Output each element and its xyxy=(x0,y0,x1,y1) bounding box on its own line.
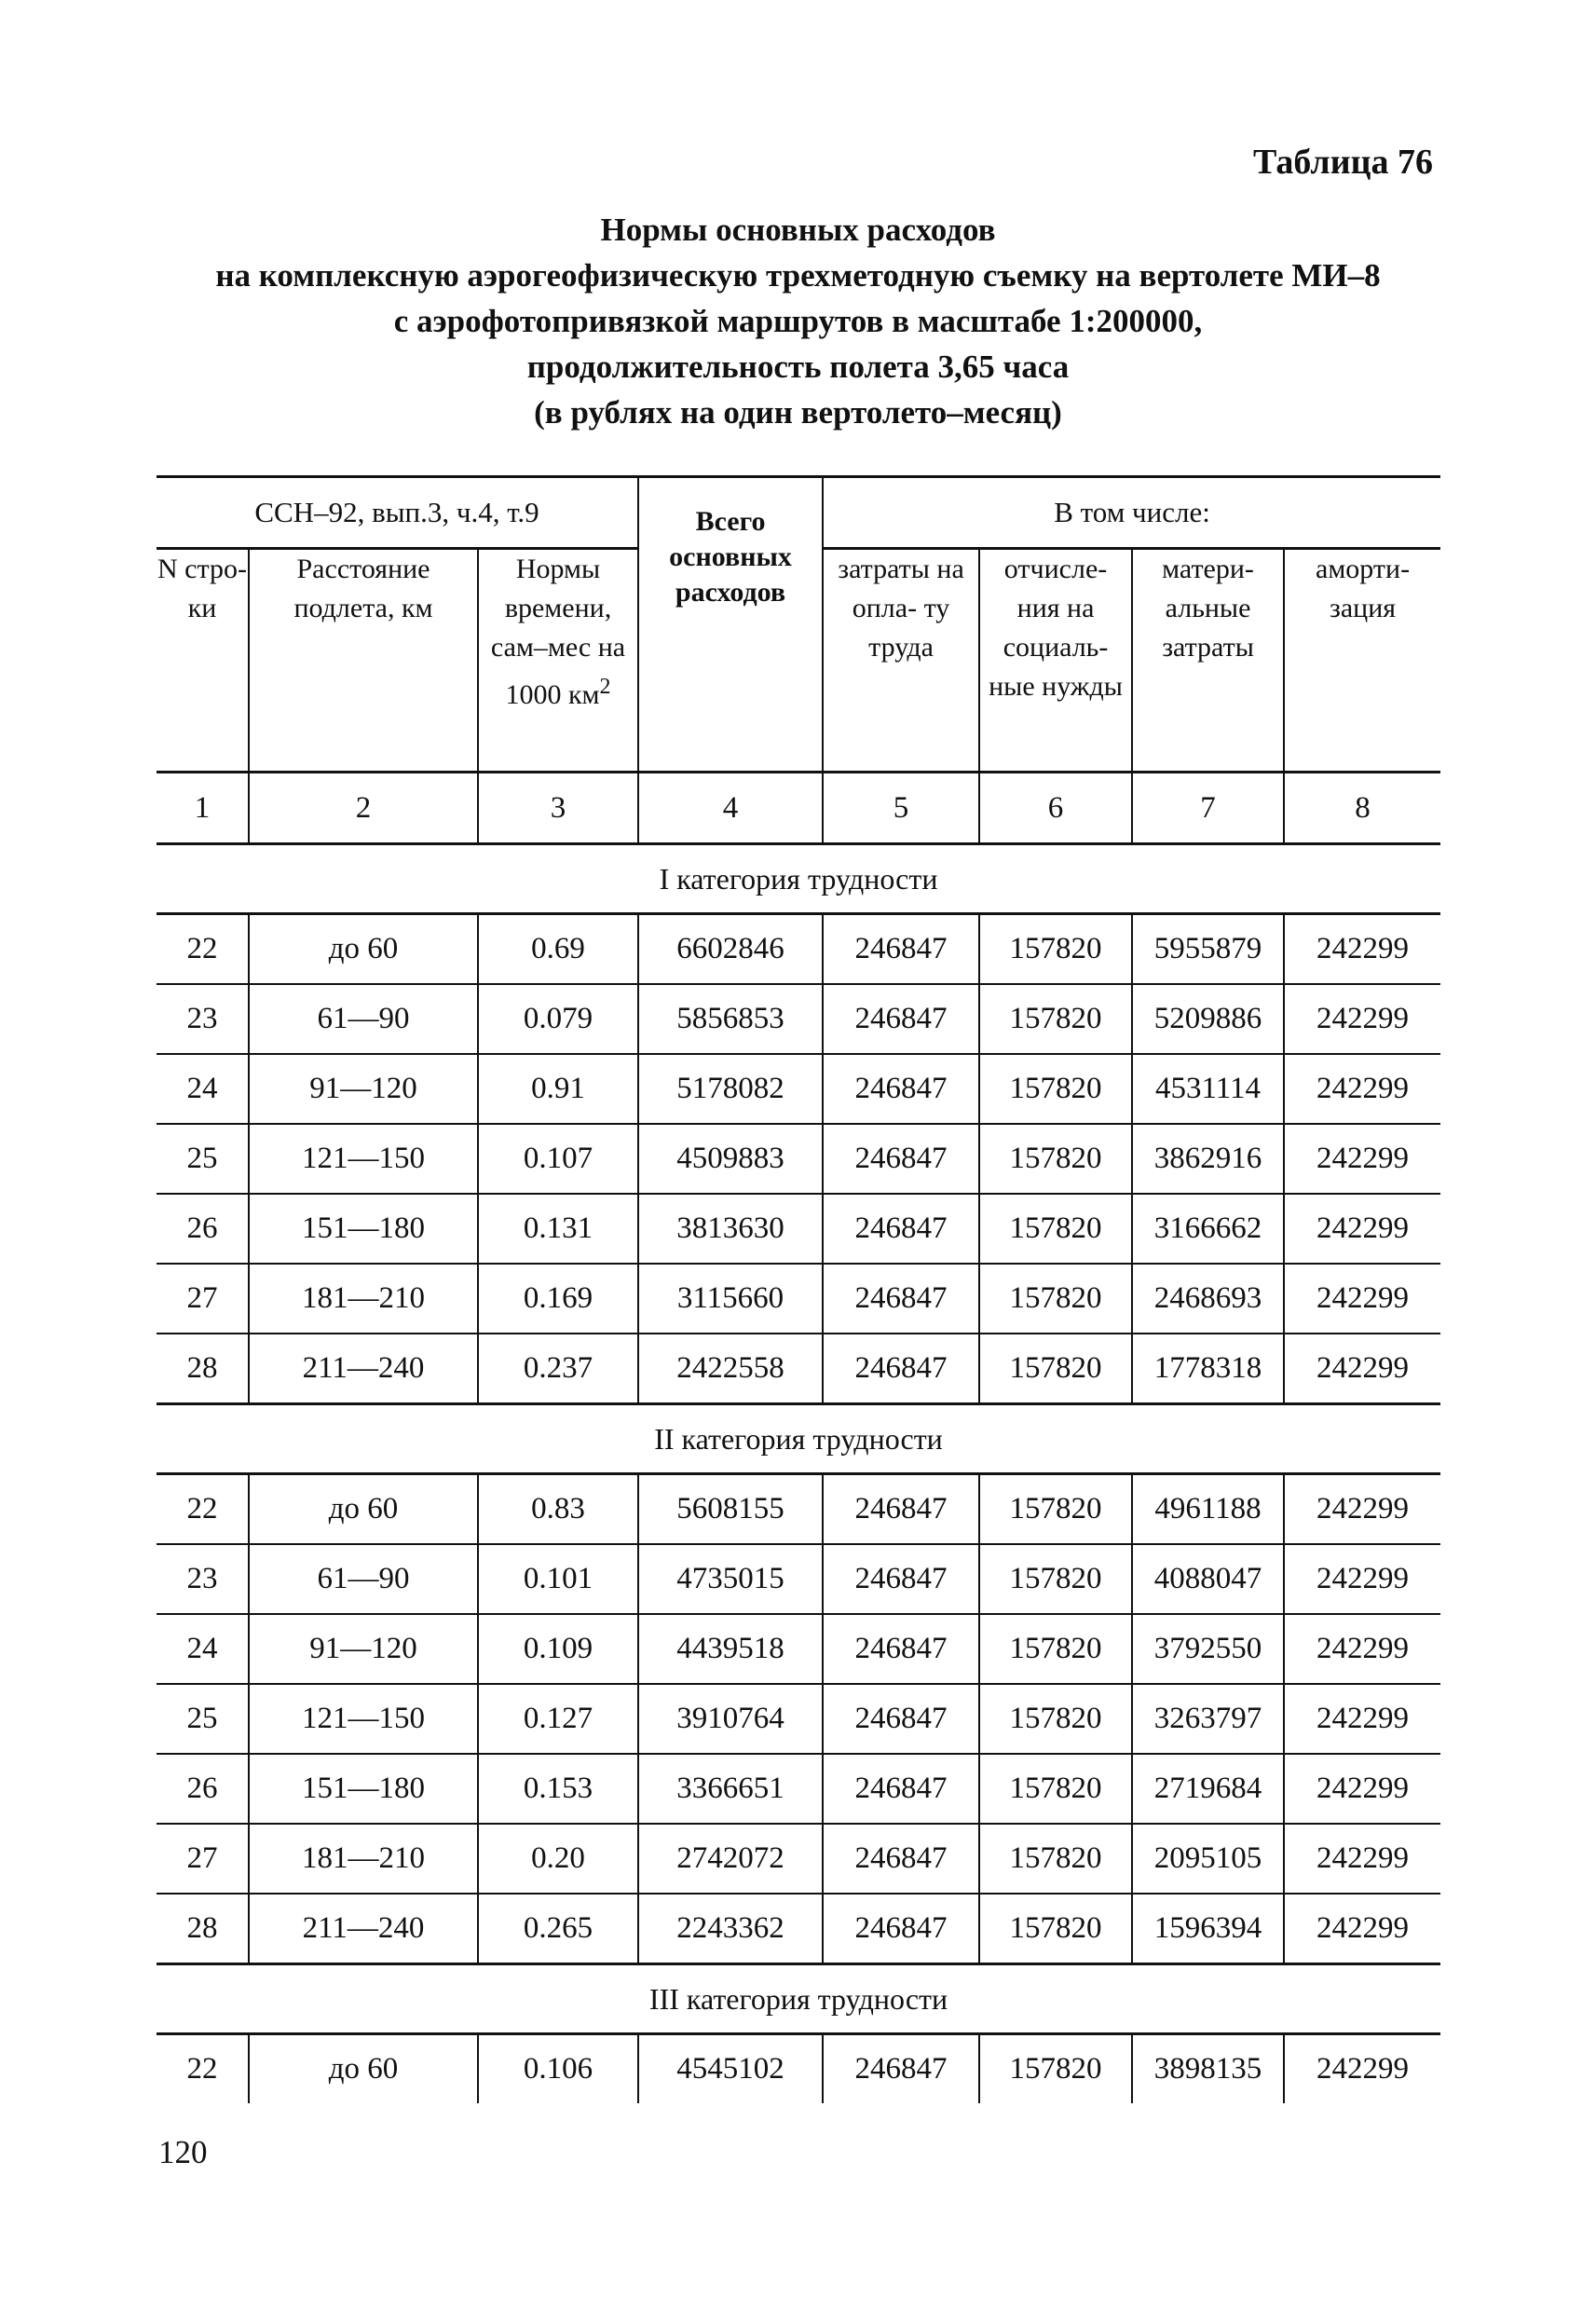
cell-distance: 61—90 xyxy=(249,984,478,1054)
cell-amortization: 242299 xyxy=(1284,1054,1440,1124)
cell-labor: 246847 xyxy=(823,1824,979,1894)
cell-distance: 151—180 xyxy=(249,1754,478,1824)
table-row xyxy=(157,914,1440,985)
cell-total: 3910764 xyxy=(638,1684,823,1754)
cell-total: 2243362 xyxy=(638,1894,823,1964)
cell-distance: 91—120 xyxy=(249,1054,478,1124)
cell-material: 5209886 xyxy=(1132,984,1284,1054)
cell-amortization: 242299 xyxy=(1284,1474,1440,1545)
cell-social: 157820 xyxy=(979,1894,1132,1964)
cell-labor: 246847 xyxy=(823,914,979,985)
cell-total: 2742072 xyxy=(638,1824,823,1894)
cell-labor: 246847 xyxy=(823,1684,979,1754)
cell-row-number: 22 xyxy=(157,914,249,985)
table-row xyxy=(157,1544,1440,1614)
table-body xyxy=(157,844,1440,2104)
cell-row-number: 22 xyxy=(157,1474,249,1545)
cell-material: 5955879 xyxy=(1132,914,1284,985)
column-number: 1 xyxy=(157,773,249,844)
cell-distance: 121—150 xyxy=(249,1684,478,1754)
cell-row-number: 26 xyxy=(157,1194,249,1264)
cell-row-number: 27 xyxy=(157,1264,249,1334)
cell-total: 3813630 xyxy=(638,1194,823,1264)
cell-total: 5608155 xyxy=(638,1474,823,1545)
cell-amortization: 242299 xyxy=(1284,1684,1440,1754)
cell-distance: 211—240 xyxy=(249,1894,478,1964)
cell-labor: 246847 xyxy=(823,1264,979,1334)
cell-norm: 0.109 xyxy=(478,1614,638,1684)
cell-total: 5178082 xyxy=(638,1054,823,1124)
header-total: Всего основных расходов xyxy=(638,477,823,773)
table-row xyxy=(157,1124,1440,1194)
cell-labor: 246847 xyxy=(823,1754,979,1824)
cell-amortization: 242299 xyxy=(1284,1824,1440,1894)
section-row xyxy=(157,844,1440,914)
cell-norm: 0.127 xyxy=(478,1684,638,1754)
cell-total: 3366651 xyxy=(638,1754,823,1824)
cell-material: 3166662 xyxy=(1132,1194,1284,1264)
heading-line: Нормы основных расходов xyxy=(600,212,996,248)
cell-social: 157820 xyxy=(979,1614,1132,1684)
cell-total: 2422558 xyxy=(638,1334,823,1404)
cell-amortization: 242299 xyxy=(1284,1894,1440,1964)
table-row xyxy=(157,1264,1440,1334)
column-number: 2 xyxy=(249,773,478,844)
header-group-left: ССН–92, вып.3, ч.4, т.9 xyxy=(157,477,638,549)
cell-labor: 246847 xyxy=(823,1614,979,1684)
table-row xyxy=(157,984,1440,1054)
cell-row-number: 22 xyxy=(157,2034,249,2104)
section-title: I категория трудности xyxy=(157,844,1440,914)
norms-table xyxy=(157,475,1440,2103)
cell-amortization: 242299 xyxy=(1284,1194,1440,1264)
cell-material: 3898135 xyxy=(1132,2034,1284,2104)
cell-labor: 246847 xyxy=(823,1054,979,1124)
cell-labor: 246847 xyxy=(823,1544,979,1614)
table-row xyxy=(157,1614,1440,1684)
cell-distance: до 60 xyxy=(249,914,478,985)
header-col-norms xyxy=(478,549,638,773)
column-number: 4 xyxy=(638,773,823,844)
header-col-material: матери- альные затраты xyxy=(1132,549,1284,773)
cell-total: 3115660 xyxy=(638,1264,823,1334)
cell-material: 3862916 xyxy=(1132,1124,1284,1194)
cell-norm: 0.101 xyxy=(478,1544,638,1614)
cell-total: 6602846 xyxy=(638,914,823,985)
cell-labor: 246847 xyxy=(823,1124,979,1194)
cell-labor: 246847 xyxy=(823,984,979,1054)
header-col-amort: аморти- зация xyxy=(1284,549,1440,773)
cell-material: 1778318 xyxy=(1132,1334,1284,1404)
heading-line: продолжительность полета 3,65 часа xyxy=(526,349,1070,385)
cell-labor: 246847 xyxy=(823,1334,979,1404)
table-heading xyxy=(0,207,1596,435)
cell-social: 157820 xyxy=(979,2034,1132,2104)
cell-row-number: 27 xyxy=(157,1824,249,1894)
header-col-social: отчисле- ния на социаль- ные нужды xyxy=(979,549,1132,773)
cell-distance: 181—210 xyxy=(249,1824,478,1894)
table-row xyxy=(157,1334,1440,1404)
cell-distance: до 60 xyxy=(249,2034,478,2104)
table-row xyxy=(157,1824,1440,1894)
table-row xyxy=(157,1054,1440,1124)
table-row xyxy=(157,1194,1440,1264)
cell-material: 1596394 xyxy=(1132,1894,1284,1964)
cell-amortization: 242299 xyxy=(1284,984,1440,1054)
section-row xyxy=(157,1964,1440,2034)
cell-row-number: 23 xyxy=(157,984,249,1054)
cell-material: 3792550 xyxy=(1132,1614,1284,1684)
heading-line: на комплексную аэрогеофизическую трехметодную съемку на вертолете МИ–8 xyxy=(215,257,1381,294)
cell-amortization: 242299 xyxy=(1284,1124,1440,1194)
cell-row-number: 25 xyxy=(157,1124,249,1194)
section-title: II категория трудности xyxy=(157,1404,1440,1474)
header-col-n: N стро- ки xyxy=(157,549,249,773)
cell-social: 157820 xyxy=(979,1684,1132,1754)
section-row xyxy=(157,1404,1440,1474)
column-number: 6 xyxy=(979,773,1132,844)
cell-row-number: 24 xyxy=(157,1614,249,1684)
cell-labor: 246847 xyxy=(823,2034,979,2104)
table-row xyxy=(157,1754,1440,1824)
column-number: 7 xyxy=(1132,773,1284,844)
cell-amortization: 242299 xyxy=(1284,1264,1440,1334)
table-row xyxy=(157,1684,1440,1754)
cell-distance: 61—90 xyxy=(249,1544,478,1614)
page-number: 120 xyxy=(158,2134,208,2170)
cell-amortization: 242299 xyxy=(1284,1334,1440,1404)
cell-social: 157820 xyxy=(979,1264,1132,1334)
cell-row-number: 28 xyxy=(157,1334,249,1404)
cell-distance: 121—150 xyxy=(249,1124,478,1194)
cell-material: 4088047 xyxy=(1132,1544,1284,1614)
cell-norm: 0.106 xyxy=(478,2034,638,2104)
cell-social: 157820 xyxy=(979,1754,1132,1824)
cell-distance: 181—210 xyxy=(249,1264,478,1334)
cell-social: 157820 xyxy=(979,1474,1132,1545)
cell-norm: 0.20 xyxy=(478,1824,638,1894)
cell-material: 2468693 xyxy=(1132,1264,1284,1334)
cell-norm: 0.265 xyxy=(478,1894,638,1964)
cell-social: 157820 xyxy=(979,1824,1132,1894)
cell-total: 4509883 xyxy=(638,1124,823,1194)
cell-material: 4531114 xyxy=(1132,1054,1284,1124)
cell-row-number: 25 xyxy=(157,1684,249,1754)
cell-norm: 0.153 xyxy=(478,1754,638,1824)
cell-labor: 246847 xyxy=(823,1894,979,1964)
cell-norm: 0.107 xyxy=(478,1124,638,1194)
header-row-group xyxy=(157,477,1440,549)
cell-norm: 0.83 xyxy=(478,1474,638,1545)
cell-material: 4961188 xyxy=(1132,1474,1284,1545)
cell-social: 157820 xyxy=(979,1124,1132,1194)
cell-norm: 0.079 xyxy=(478,984,638,1054)
table-row xyxy=(157,2034,1440,2104)
cell-norm: 0.131 xyxy=(478,1194,638,1264)
cell-distance: 211—240 xyxy=(249,1334,478,1404)
cell-row-number: 28 xyxy=(157,1894,249,1964)
table-label: Таблица 76 xyxy=(1252,143,1433,182)
cell-amortization: 242299 xyxy=(1284,1754,1440,1824)
cell-amortization: 242299 xyxy=(1284,1614,1440,1684)
cell-social: 157820 xyxy=(979,914,1132,985)
cell-distance: 151—180 xyxy=(249,1194,478,1264)
cell-total: 4735015 xyxy=(638,1544,823,1614)
cell-material: 2719684 xyxy=(1132,1754,1284,1824)
header-col-distance: Расстояние подлета, км xyxy=(249,549,478,773)
cell-material: 2095105 xyxy=(1132,1824,1284,1894)
cell-norm: 0.69 xyxy=(478,914,638,985)
cell-total: 5856853 xyxy=(638,984,823,1054)
cell-row-number: 26 xyxy=(157,1754,249,1824)
cell-total: 4545102 xyxy=(638,2034,823,2104)
cell-material: 3263797 xyxy=(1132,1684,1284,1754)
column-number: 5 xyxy=(823,773,979,844)
column-number: 3 xyxy=(478,773,638,844)
cell-social: 157820 xyxy=(979,1334,1132,1404)
heading-line: с аэрофотопривязкой маршрутов в масштабе 1:200000, xyxy=(393,303,1203,339)
section-title: III категория трудности xyxy=(157,1964,1440,2034)
cell-amortization: 242299 xyxy=(1284,2034,1440,2104)
cell-amortization: 242299 xyxy=(1284,914,1440,985)
cell-distance: 91—120 xyxy=(249,1614,478,1684)
heading-line: (в рублях на один вертолето–месяц) xyxy=(534,394,1062,431)
cell-row-number: 24 xyxy=(157,1054,249,1124)
cell-total: 4439518 xyxy=(638,1614,823,1684)
cell-labor: 246847 xyxy=(823,1194,979,1264)
column-numbers-row xyxy=(157,773,1440,844)
cell-social: 157820 xyxy=(979,1194,1132,1264)
cell-social: 157820 xyxy=(979,1544,1132,1614)
cell-social: 157820 xyxy=(979,1054,1132,1124)
cell-distance: до 60 xyxy=(249,1474,478,1545)
cell-labor: 246847 xyxy=(823,1474,979,1545)
cell-social: 157820 xyxy=(979,984,1132,1054)
header-col-labor: затраты на опла- ту труда xyxy=(823,549,979,773)
table-row xyxy=(157,1474,1440,1545)
cell-norm: 0.237 xyxy=(478,1334,638,1404)
header-group-right: В том числе: xyxy=(823,477,1440,549)
cell-amortization: 242299 xyxy=(1284,1544,1440,1614)
cell-row-number: 23 xyxy=(157,1544,249,1614)
cell-norm: 0.91 xyxy=(478,1054,638,1124)
header-col-norms-sup: 2 xyxy=(599,675,611,699)
cell-norm: 0.169 xyxy=(478,1264,638,1334)
table-row xyxy=(157,1894,1440,1964)
column-number: 8 xyxy=(1284,773,1440,844)
header-col-norms-text: Нормы времени, сам–мес на 1000 км xyxy=(490,554,626,710)
